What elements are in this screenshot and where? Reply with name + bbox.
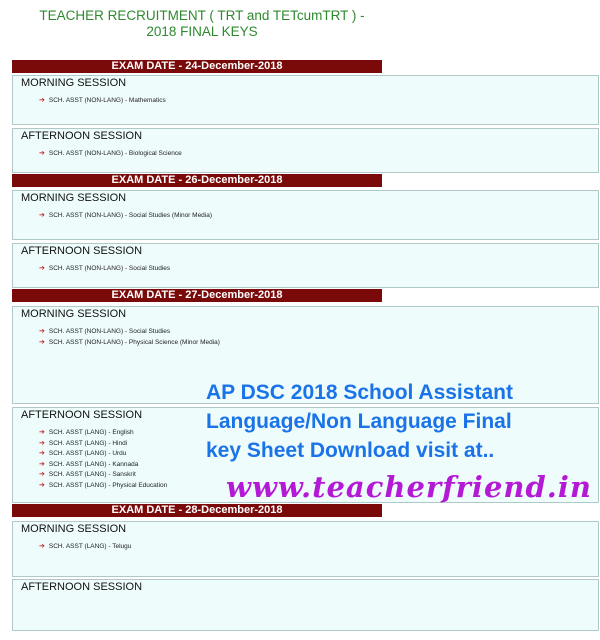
session-title: AFTERNOON SESSION — [21, 245, 143, 257]
key-link-list — [39, 327, 220, 348]
arrow-right-icon: ➔ — [39, 543, 45, 550]
answer-key-link-text: SCH. ASST (LANG) - Urdu — [48, 450, 127, 457]
answer-key-link-text: SCH. ASST (NON-LANG) - Biological Science — [48, 150, 182, 157]
answer-key-link[interactable] — [39, 338, 220, 349]
session-title: MORNING SESSION — [21, 192, 127, 204]
session-panel — [12, 243, 599, 288]
key-link-list — [39, 428, 167, 491]
page-title: TEACHER RECRUITMENT ( TRT and TETcumTRT ) - 2018 FINAL KEYS — [39, 8, 365, 39]
exam-date-header: EXAM DATE - 27-December-2018 — [12, 289, 382, 302]
answer-key-link[interactable] — [39, 481, 167, 492]
session-title: MORNING SESSION — [21, 308, 127, 320]
key-link-list — [39, 149, 182, 160]
session-panel — [12, 190, 599, 240]
answer-key-link-text: SCH. ASST (NON-LANG) - Mathematics — [48, 97, 166, 104]
answer-key-link[interactable] — [39, 439, 167, 450]
session-panel — [12, 579, 599, 631]
answer-key-link[interactable] — [39, 327, 220, 338]
answer-key-link-text: SCH. ASST (LANG) - Hindi — [48, 439, 128, 447]
key-link-list — [39, 211, 212, 222]
answer-key-link-text: SCH. ASST (LANG) - Physical Education — [48, 481, 168, 489]
answer-key-link[interactable] — [39, 428, 167, 439]
answer-key-link[interactable] — [39, 211, 212, 222]
answer-key-link[interactable] — [39, 460, 167, 471]
exam-date-header: EXAM DATE - 26-December-2018 — [12, 174, 382, 187]
promo-headline: AP DSC 2018 School Assistant Language/Non Language Final key Sheet Download visit at.. — [206, 381, 513, 462]
session-title: MORNING SESSION — [21, 77, 127, 89]
session-title: AFTERNOON SESSION — [21, 409, 143, 421]
arrow-right-icon: ➔ — [39, 460, 45, 468]
arrow-right-icon: ➔ — [39, 450, 45, 457]
session-title: MORNING SESSION — [21, 523, 127, 535]
arrow-right-icon: ➔ — [39, 429, 45, 436]
exam-date-header: EXAM DATE - 28-December-2018 — [12, 504, 382, 517]
arrow-right-icon: ➔ — [39, 338, 45, 346]
key-link-list — [39, 264, 170, 275]
answer-key-link-text: SCH. ASST (LANG) - Sanskrit — [48, 471, 136, 478]
arrow-right-icon: ➔ — [39, 439, 45, 447]
answer-key-link-text: SCH. ASST (LANG) - Telugu — [48, 543, 132, 550]
session-panel — [12, 521, 599, 577]
answer-key-link[interactable] — [39, 96, 166, 107]
session-panel — [12, 128, 599, 173]
answer-key-link[interactable] — [39, 470, 167, 481]
answer-key-link[interactable] — [39, 149, 182, 160]
answer-key-link[interactable] — [39, 449, 167, 460]
session-title: AFTERNOON SESSION — [21, 581, 143, 593]
answer-key-link-text: SCH. ASST (NON-LANG) - Social Studies — [48, 265, 171, 272]
arrow-right-icon: ➔ — [39, 471, 45, 478]
session-title: AFTERNOON SESSION — [21, 130, 143, 142]
arrow-right-icon: ➔ — [39, 97, 45, 104]
answer-key-link-text: SCH. ASST (LANG) - English — [48, 429, 134, 436]
arrow-right-icon: ➔ — [39, 212, 45, 219]
key-link-list — [39, 96, 166, 107]
answer-key-link[interactable] — [39, 542, 131, 553]
answer-key-link-text: SCH. ASST (NON-LANG) - Social Studies (Minor Media) — [48, 212, 213, 219]
answer-key-link-text: SCH. ASST (NON-LANG) - Physical Science (Minor Media) — [48, 338, 220, 346]
promo-site-url: www.teacherfriend.in — [226, 470, 592, 504]
answer-key-link-text: SCH. ASST (LANG) - Kannada — [48, 460, 139, 468]
arrow-right-icon: ➔ — [39, 328, 45, 335]
key-link-list — [39, 542, 131, 553]
arrow-right-icon: ➔ — [39, 150, 45, 157]
arrow-right-icon: ➔ — [39, 481, 45, 489]
answer-key-link[interactable] — [39, 264, 170, 275]
answer-key-link-text: SCH. ASST (NON-LANG) - Social Studies — [48, 328, 171, 335]
session-panel — [12, 75, 599, 125]
exam-date-header: EXAM DATE - 24-December-2018 — [12, 60, 382, 73]
arrow-right-icon: ➔ — [39, 265, 45, 272]
